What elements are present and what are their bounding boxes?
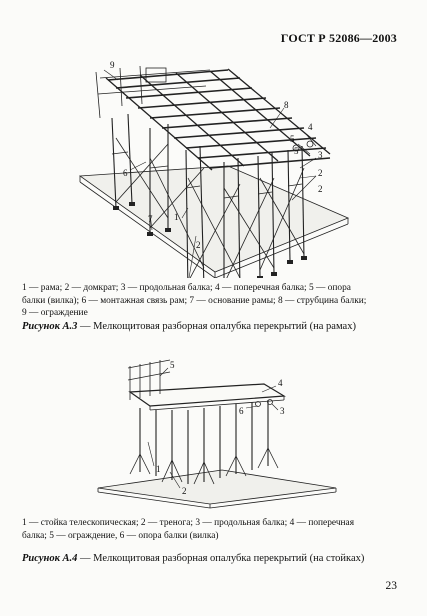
ground-slab	[98, 470, 336, 504]
callout-label: 8	[284, 100, 289, 110]
legend-line: балки (вилка); 6 — монтажная связь рам; 7 — основание рамы; 8 — струбцина балки;	[22, 295, 367, 306]
caption-label: Рисунок А.4	[22, 553, 78, 564]
callout-label: 9	[110, 60, 115, 70]
page-number: 23	[385, 580, 397, 592]
callout-label: 4	[308, 122, 313, 132]
callout-label: 6	[123, 168, 128, 178]
callout-label: 3	[318, 150, 323, 160]
figure-a3-drawing	[0, 58, 427, 278]
callout-label: 1	[156, 464, 161, 474]
callout-label: 2	[318, 184, 323, 194]
document-code: ГОСТ Р 52086—2003	[280, 31, 397, 45]
figure-a4-caption	[22, 552, 412, 565]
caption-label: Рисунок А.3	[22, 321, 78, 332]
caption-text: — Мелкощитовая разборная опалубка перекрытий (на рамах)	[77, 321, 356, 332]
ground-slab	[80, 166, 348, 272]
callout-label: 1	[174, 212, 179, 222]
callout-label: 7	[148, 214, 153, 224]
figure-a4-drawing	[0, 352, 427, 512]
legend-line: 1 — рама; 2 — домкрат; 3 — продольная балка; 4 — поперечная балка; 5 — опора	[22, 283, 351, 293]
callout-label: 2	[182, 486, 187, 496]
callout-label: 3	[280, 406, 285, 416]
callout-label: 2	[196, 240, 201, 250]
callout-label: 5	[170, 360, 175, 370]
callout-label: 6	[239, 406, 244, 416]
legend-line: 9 — ограждение	[22, 308, 88, 318]
figure-a4-legend	[22, 517, 406, 542]
callout-label: 5	[294, 146, 299, 156]
callout-label: 4	[278, 378, 283, 388]
caption-text: — Мелкощитовая разборная опалубка перекрытий (на стойках)	[77, 553, 365, 564]
legend-line: 1 — стойка телескопическая; 2 — тренога; 3 — продольная балка; 4 — поперечная	[22, 518, 355, 528]
figure-a3-legend	[22, 282, 406, 320]
callout-label: 5	[290, 134, 295, 144]
legend-line: балка; 5 — ограждение, 6 — опора балки (вилка)	[22, 530, 219, 541]
callout-label: 2	[318, 168, 323, 178]
figure-a3-caption	[22, 320, 412, 333]
